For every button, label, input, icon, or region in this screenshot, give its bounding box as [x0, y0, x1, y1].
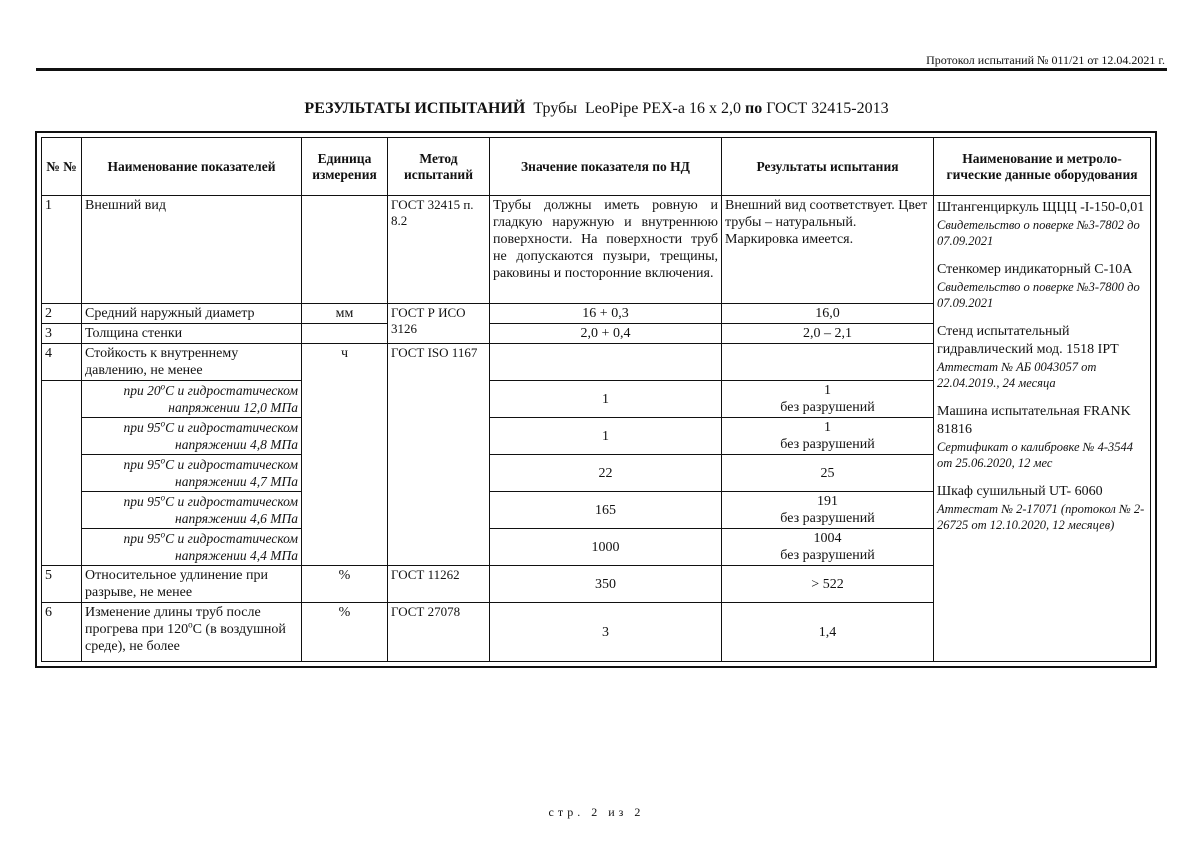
col-nd: Значение показателя по НД — [490, 138, 722, 196]
results-table-frame — [35, 131, 1157, 668]
row-nd: 1000 — [490, 529, 722, 566]
equipment-list — [937, 199, 1147, 533]
row-nd: Трубы должны иметь ровную и гладкую наружную и внутреннюю поверхности. На поверхности труб не допускаются пузыри, трещины, раковины и посторонние включения. — [490, 196, 722, 304]
row-method: ГОСТ 11262 — [388, 566, 490, 603]
equipment-certificate: Аттестат № АБ 0043057 от 22.04.2019., 24 месяца — [937, 360, 1097, 390]
row-num: 1 — [42, 196, 82, 304]
row-name: Толщина стенки — [82, 324, 302, 344]
row-unit: мм — [302, 304, 388, 324]
sub-condition: при 95$^o$С и гидростатическом напряжении 4,6 МПа — [82, 492, 302, 529]
row-num: 5 — [42, 566, 82, 603]
col-equipment: Наименование и метроло-гические данные оборудования — [934, 138, 1151, 196]
equipment-certificate: Свидетельство о поверке №3-7800 до 07.09.2021 — [937, 280, 1140, 310]
title-bold: РЕЗУЛЬТАТЫ ИСПЫТАНИЙ — [304, 100, 526, 117]
row-num: 6 — [42, 603, 82, 662]
equipment-certificate: Свидетельство о поверке №3-7802 до 07.09.2021 — [937, 218, 1140, 248]
row-method: ГОСТ 27078 — [388, 603, 490, 662]
col-num: № № — [42, 138, 82, 196]
row-result: Внешний вид соответствует. Цвет трубы – натуральный. Маркировка имеется. — [722, 196, 934, 304]
row-method: ГОСТ ISO 1167 — [388, 344, 490, 566]
row-unit: % — [302, 603, 388, 662]
title-standard: ГОСТ 32415-2013 — [762, 100, 889, 117]
row-unit: % — [302, 566, 388, 603]
row-result: 1 без разрушений — [722, 381, 934, 418]
col-result: Результаты испытания — [722, 138, 934, 196]
page-number: стр. 2 из 2 — [548, 805, 645, 819]
row-result: 16,0 — [722, 304, 934, 324]
equipment-item — [937, 199, 1147, 249]
row-nd: 1 — [490, 381, 722, 418]
row-name: Внешний вид — [82, 196, 302, 304]
equipment-item — [937, 403, 1147, 471]
row-name: Изменение длины труб после прогрева при 120$^o$С (в воздушной среде), не более — [82, 603, 302, 662]
equipment-name: Стенкомер индикаторный С-10А — [937, 262, 1133, 277]
table-row — [42, 196, 1151, 304]
equipment-certificate: Сертификат о калибровке № 4-3544 от 25.06.2020, 12 мес — [937, 440, 1134, 470]
sub-condition: при 95$^o$С и гидростатическом напряжении 4,7 МПа — [82, 455, 302, 492]
col-unit: Единица измерения — [302, 138, 388, 196]
row-result: > 522 — [722, 566, 934, 603]
sub-condition: при 95$^o$С и гидростатическом напряжении 4,8 МПа — [82, 418, 302, 455]
equipment-name: Машина испытательная FRANK 81816 — [937, 404, 1131, 437]
row-name: Средний наружный диаметр — [82, 304, 302, 324]
document-title — [0, 100, 1193, 118]
title-po: по — [744, 100, 763, 117]
row-result: 1 без разрушений — [722, 418, 934, 455]
row-unit: ч — [302, 344, 388, 566]
row-nd: 3 — [490, 603, 722, 662]
row-nd: 16 + 0,3 — [490, 304, 722, 324]
sub-condition: при 95$^o$С и гидростатическом напряжении 4,4 МПа — [82, 529, 302, 566]
row-name: Стойкость к внутреннему давлению, не менее — [82, 344, 302, 381]
table-header-row — [42, 138, 1151, 196]
title-product: Трубы LeoPipe PEX-a 16 x 2,0 — [525, 100, 745, 117]
row-nd: 1 — [490, 418, 722, 455]
protocol-reference: Протокол испытаний № 011/21 от 12.04.2021 г. — [926, 53, 1165, 67]
equipment-name: Штангенциркуль ЩЦЦ -I-150-0,01 — [937, 200, 1145, 215]
equipment-certificate: Аттестат № 2-17071 (протокол № 2-26725 от 12.10.2020, 12 месяцев) — [937, 502, 1145, 532]
equipment-cell — [934, 196, 1151, 662]
row-num: 4 — [42, 344, 82, 381]
col-name: Наименование показателей — [82, 138, 302, 196]
row-result: 191 без разрушений — [722, 492, 934, 529]
col-method: Метод испытаний — [388, 138, 490, 196]
results-table — [41, 137, 1151, 662]
row-nd: 350 — [490, 566, 722, 603]
row-method: ГОСТ Р ИСО 3126 — [388, 304, 490, 344]
row-nd: 2,0 + 0,4 — [490, 324, 722, 344]
row-num: 2 — [42, 304, 82, 324]
row-name: Относительное удлинение при разрыве, не менее — [82, 566, 302, 603]
row-result: 1004 без разрушений — [722, 529, 934, 566]
row-nd: 165 — [490, 492, 722, 529]
row-method: ГОСТ 32415 п. 8.2 — [388, 196, 490, 304]
sub-condition: при 20$^o$С и гидростатическом напряжении 12,0 МПа — [82, 381, 302, 418]
equipment-name: Стенд испытательный гидравлический мод. 1518 IPT — [937, 324, 1119, 357]
row-result: 25 — [722, 455, 934, 492]
equipment-name: Шкаф сушильный UT- 6060 — [937, 484, 1103, 499]
row-result: 2,0 – 2,1 — [722, 324, 934, 344]
equipment-item — [937, 261, 1147, 311]
row-nd: 22 — [490, 455, 722, 492]
header-rule — [36, 68, 1167, 71]
row-num: 3 — [42, 324, 82, 344]
row-result: 1,4 — [722, 603, 934, 662]
equipment-item — [937, 483, 1147, 533]
equipment-item — [937, 323, 1147, 391]
